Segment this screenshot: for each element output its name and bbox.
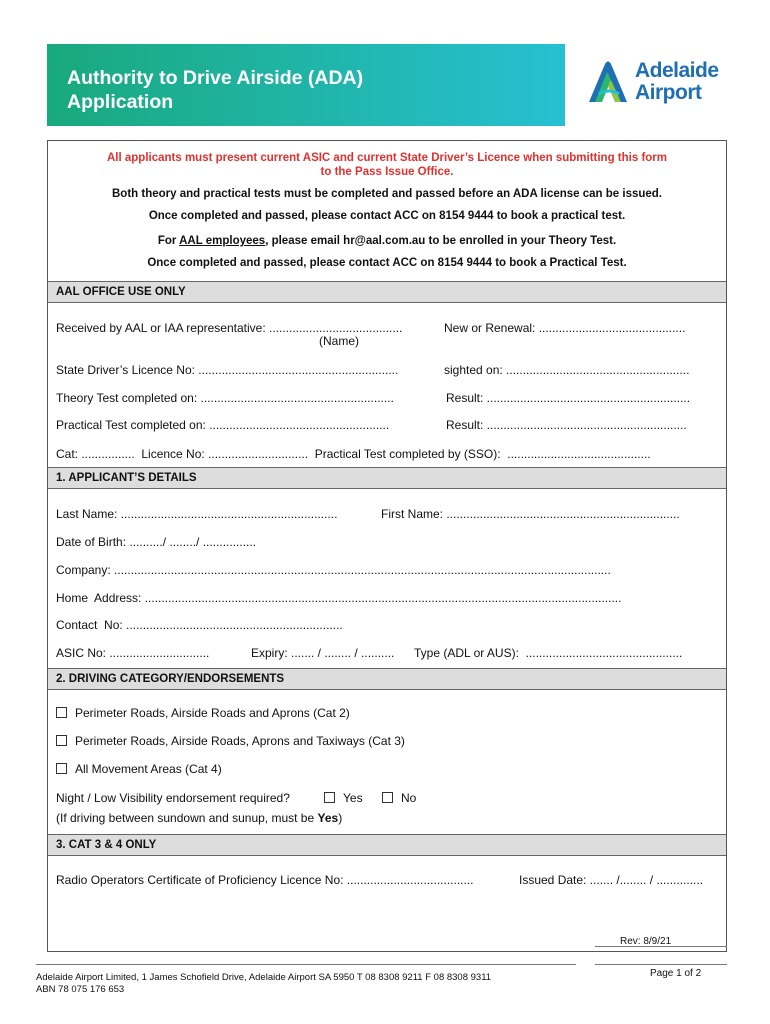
form-title-line1: Authority to Drive Airside (ADA) <box>67 67 364 89</box>
home-address-field[interactable]: Home Address: ............................................................................................................................................... <box>56 591 622 605</box>
cat3-label: Perimeter Roads, Airside Roads, Aprons and Taxiways (Cat 3) <box>75 734 405 748</box>
cat3-checkbox[interactable] <box>56 735 67 746</box>
theory-result-field[interactable]: Result: ............................................................. <box>446 391 691 405</box>
note-suffix: ) <box>338 811 343 825</box>
state-licence-field[interactable]: State Driver’s Licence No: ............................................................ <box>56 363 399 377</box>
sighted-on-field[interactable]: sighted on: ....................................................... <box>444 363 690 377</box>
office-use-heading: AAL OFFICE USE ONLY <box>48 281 726 303</box>
practical-booking-notice: Once completed and passed, please contact ACC on 8154 9444 to book a practical test. <box>148 210 626 222</box>
asic-notice-line2: to the Pass Issue Office. <box>320 166 454 178</box>
logo-text-line1: Adelaide <box>635 59 719 82</box>
night-no-checkbox[interactable] <box>382 792 393 803</box>
cat-licence-sso-field[interactable]: Cat: ................ Licence No: .............................. Practical Test completed by (SSO): ........................................... <box>56 447 651 461</box>
driving-category-heading: 2. DRIVING CATEGORY/ENDORSEMENTS <box>48 668 726 690</box>
cat3-option[interactable] <box>56 734 405 748</box>
adelaide-airport-logo <box>585 58 735 110</box>
cat34-heading: 3. CAT 3 & 4 ONLY <box>48 834 726 856</box>
night-endorsement-note <box>56 811 342 825</box>
tests-notice: Both theory and practical tests must be completed and passed before an ADA license can be issued. <box>111 188 663 200</box>
company-abn: ABN 78 075 176 653 <box>36 983 125 995</box>
cat4-option[interactable] <box>56 762 222 776</box>
night-no-option[interactable] <box>382 791 416 805</box>
revision-date: Rev: 8/9/21 <box>620 936 672 947</box>
night-yes-label: Yes <box>343 791 363 805</box>
logo-text <box>635 60 719 104</box>
issued-date-field[interactable]: Issued Date: ....... /........ / .............. <box>519 873 704 887</box>
applicant-details-heading: 1. APPLICANT’S DETAILS <box>48 467 726 489</box>
note-prefix: (If driving between sundown and sunup, must be <box>56 811 318 825</box>
logo-text-line2: Airport <box>635 81 702 104</box>
cat4-label: All Movement Areas (Cat 4) <box>75 762 222 776</box>
aal-employees-prefix: For <box>157 235 180 247</box>
cat2-label: Perimeter Roads, Airside Roads and Aprons (Cat 2) <box>75 706 350 720</box>
last-name-field[interactable]: Last Name: ................................................................. <box>56 507 338 521</box>
night-yes-option[interactable] <box>324 791 363 805</box>
page-number: Page 1 of 2 <box>650 968 702 979</box>
company-address: Adelaide Airport Limited, 1 James Schofield Drive, Adelaide Airport SA 5950 T 08 8308 9211 F 08 8308 9311 <box>36 972 492 983</box>
logo-mark-icon <box>585 58 631 106</box>
footer-divider <box>36 964 576 965</box>
name-caption: (Name) <box>319 334 360 348</box>
application-form <box>47 140 727 952</box>
footer-divider-right <box>595 964 727 965</box>
aal-employees-suffix: , please email hr@aal.com.au to be enrolled in your Theory Test. <box>265 235 617 247</box>
footer-address <box>36 972 491 995</box>
revision-divider <box>595 946 727 947</box>
aal-employees-link: AAL employees <box>179 235 266 247</box>
instructions-notice <box>48 151 726 270</box>
night-yes-checkbox[interactable] <box>324 792 335 803</box>
night-no-label: No <box>401 791 417 805</box>
practical-completed-field[interactable]: Practical Test completed on: ...................................................... <box>56 418 390 432</box>
asic-notice-line1: All applicants must present current ASIC and current State Driver’s Licence when submitting this form <box>107 152 667 164</box>
form-title <box>67 66 363 114</box>
contact-number-field[interactable]: Contact No: ................................................................. <box>56 618 343 632</box>
new-or-renewal-field[interactable]: New or Renewal: ............................................ <box>444 321 686 335</box>
form-title-line2: Application <box>67 91 174 113</box>
cat4-checkbox[interactable] <box>56 763 67 774</box>
note-yes-bold: Yes <box>317 811 339 825</box>
asic-number-field[interactable]: ASIC No: .............................. <box>56 646 210 660</box>
asic-type-field[interactable]: Type (ADL or AUS): ............................................... <box>414 646 683 660</box>
aal-employees-notice <box>48 234 726 248</box>
company-field[interactable]: Company: ..................................................................................................................................................... <box>56 563 611 577</box>
cat2-option[interactable] <box>56 706 350 720</box>
practical-booking-notice-2: Once completed and passed, please contact ACC on 8154 9444 to book a Practical Test. <box>147 257 627 269</box>
asic-expiry-field[interactable]: Expiry: ....... / ........ / .......... <box>251 646 395 660</box>
date-of-birth-field[interactable]: Date of Birth: ........../ ......../ ................ <box>56 535 257 549</box>
title-banner <box>47 44 565 126</box>
first-name-field[interactable]: First Name: ...................................................................... <box>381 507 680 521</box>
theory-completed-field[interactable]: Theory Test completed on: .......................................................... <box>56 391 394 405</box>
night-endorsement-question: Night / Low Visibility endorsement required? <box>56 791 290 805</box>
received-by-field[interactable]: Received by AAL or IAA representative: ........................................ <box>56 321 403 335</box>
cat2-checkbox[interactable] <box>56 707 67 718</box>
radio-certificate-field[interactable]: Radio Operators Certificate of Proficiency Licence No: ...................................... <box>56 873 474 887</box>
practical-result-field[interactable]: Result: ............................................................ <box>446 418 687 432</box>
